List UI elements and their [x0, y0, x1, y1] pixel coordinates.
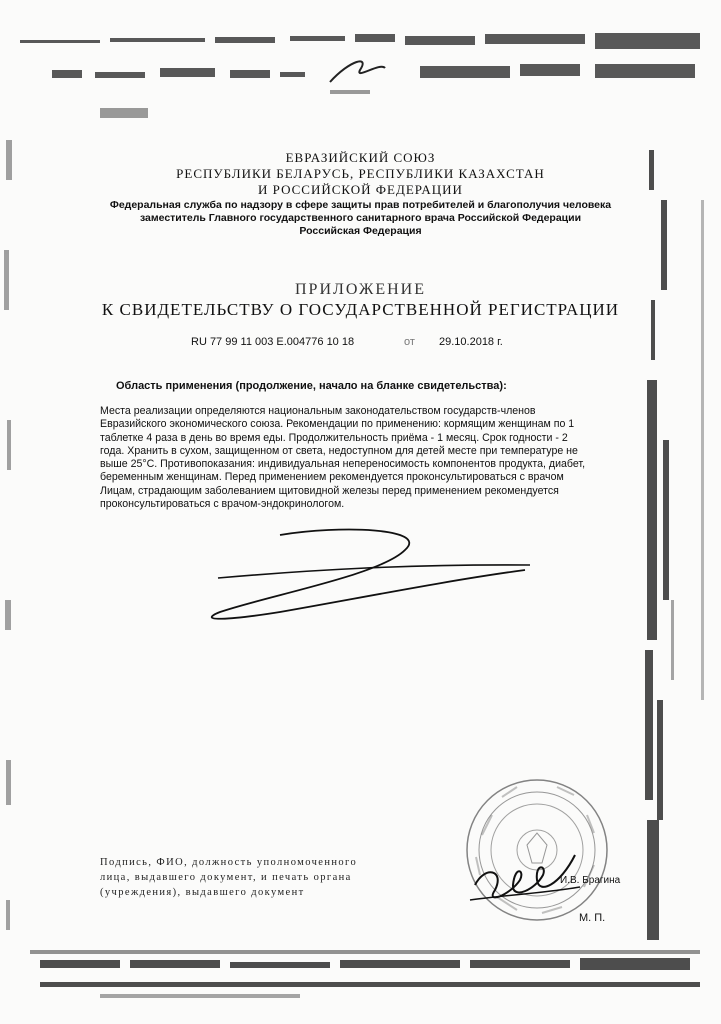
body-line: Места реализации определяются национальным законодательством государств-членов	[100, 405, 536, 417]
agency-line-1: Федеральная служба по надзору в сфере защиты прав потребителей и благополучия человека	[109, 199, 612, 211]
body-line: проконсультироваться с врачом-эндокринологом.	[100, 498, 345, 511]
cancellation-stroke	[190, 520, 550, 630]
republics-line-1: РЕСПУБЛИКИ БЕЛАРУСЬ, РЕСПУБЛИКИ КАЗАХСТАН	[176, 166, 545, 181]
union-title: ЕВРАЗИЙСКИЙ СОЮЗ	[285, 150, 436, 165]
body-line: беременным женщинам. Перед применением рекомендуется проконсультироваться с врачом	[100, 471, 564, 484]
body-line: выше 25°С. Противопоказания: индивидуальная непереносимость компонентов продукта, диабет,	[100, 458, 586, 471]
document-title-line-2: К СВИДЕТЕЛЬСТВУ О ГОСУДАРСТВЕННОЙ РЕГИСТРАЦИИ	[101, 300, 620, 319]
signature-caption-line: (учреждения), выдавшего документ	[100, 887, 305, 898]
body-line: Лицам, страдающим заболеванием щитовидной железы перед применением рекомендуется	[100, 484, 559, 497]
body-line: таблетке 4 раза в день во время еды. Продолжительность приёма - 1 месяц. Срок годности - 2	[100, 431, 568, 444]
section-body	[100, 405, 630, 511]
stamp-place-label: М. П.	[579, 912, 606, 924]
section-heading: Область применения (продолжение, начало на бланке свидетельства):	[116, 380, 507, 392]
body-line: года. Хранить в сухом, защищенном от света, недоступном для детей месте при температуре не	[100, 444, 578, 457]
republics-line-2: И РОССИЙСКОЙ ФЕДЕРАЦИИ	[258, 182, 463, 197]
signer-name: И.В. Брагина	[560, 875, 621, 886]
document-title-line-1: ПРИЛОЖЕНИЕ	[294, 281, 426, 298]
scan-noise-top	[0, 0, 721, 120]
scan-noise-bottom	[0, 934, 721, 1024]
signature-caption	[100, 855, 357, 900]
agency-line-2: заместитель Главного государственного санитарного врача Российской Федерации	[139, 212, 582, 224]
registration-date-separator: от	[404, 336, 415, 348]
signature-caption-line: лица, выдавшего документ, и печать органа	[100, 872, 352, 883]
registration-number: RU 77 99 11 003 E.004776 10 18	[191, 336, 355, 348]
signature-caption-line: Подпись, ФИО, должность уполномоченного	[100, 857, 358, 868]
body-line: Евразийского экономического союза. Рекомендации по применению: кормящим женщинам по 1	[100, 418, 575, 431]
country-line: Российская Федерация	[299, 225, 422, 237]
registration-date: 29.10.2018 г.	[439, 336, 503, 348]
